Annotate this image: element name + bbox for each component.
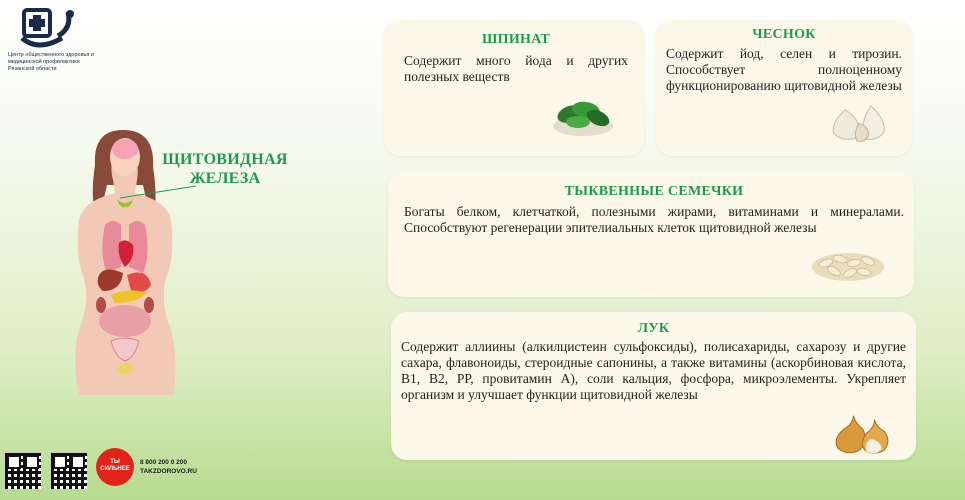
spinach-card [384, 20, 644, 156]
garlic-card [656, 20, 912, 156]
hotline-info [140, 458, 197, 476]
campaign-badge: ТЫ СИЛЬНЕЕ [96, 448, 134, 486]
spinach-title: ШПИНАТ [481, 32, 551, 47]
qr-code-icon[interactable] [4, 452, 42, 490]
thyroid-label: ЩИТОВИДНАЯ ЖЕЛЕЗА [162, 151, 288, 187]
logo-caption: Центр общественного здоровья и медицинской профилактики Рязанской области [8, 52, 94, 72]
pumpkin-seeds-card [388, 171, 914, 297]
spinach-text: Содержит много йода и других полезных веществ [404, 53, 628, 84]
onion-text: Содержит аллиины (алкилцистеин сульфоксиды), полисахариды, сахарозу и другие сахара, флавоноиды, стероидные сапонины, а также витамины (аскорбиновая кислота, В1, В2, РР, провитамин А), соли кальция, фосфора, микроэлементы. Укрепляет организм и улучшает функции щитовидной железы [401, 339, 906, 402]
garlic-title: ЧЕСНОК [752, 27, 816, 42]
onion-title: ЛУК [637, 321, 670, 336]
pumpkin-seeds-text: Богаты белком, клетчаткой, полезными жирами, витаминами и минералами. Способствуют регенерации эпителиальных клеток щитовидной железы [404, 204, 904, 235]
medical-cross-logo-icon [18, 8, 78, 50]
footer [4, 452, 204, 492]
qr-code-icon[interactable] [50, 452, 88, 490]
hotline-site[interactable]: TAKZDOROVO.RU [140, 468, 197, 475]
organization-logo [8, 8, 103, 73]
hotline-phone: 8 800 200 0 200 [140, 459, 187, 466]
pumpkin-seeds-title: ТЫКВЕННЫЕ СЕМЕЧКИ [564, 184, 744, 199]
onion-card [391, 312, 916, 460]
spinach-bowl-icon [548, 94, 618, 139]
garlic-text: Содержит йод, селен и тирозин. Способствует полноценному функционированию щитовидной железы [666, 46, 902, 93]
pumpkin-seeds-icon [808, 243, 888, 283]
garlic-icon [822, 100, 894, 144]
onion-icon [827, 410, 897, 458]
